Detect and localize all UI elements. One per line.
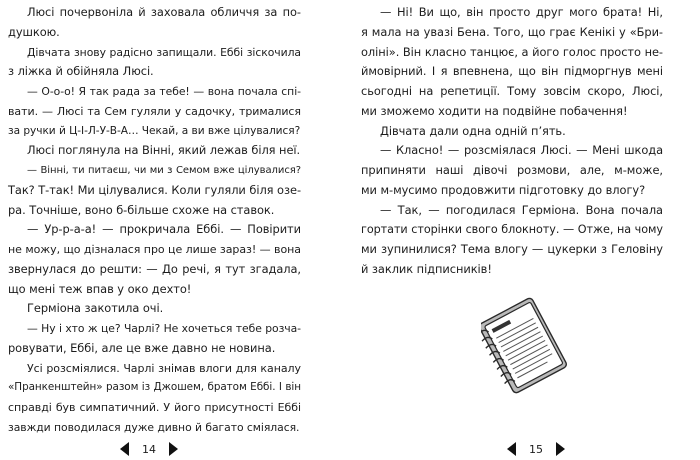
text-line: — Ну і хто ж це? Чарлі? Не хочеться тебе розча- (27, 322, 301, 335)
text-line: справді був симпатичний. У його присутності Еббі (8, 401, 301, 414)
text-line: — О-о-о! Я так рада за тебе! — вона почала спі- (27, 85, 301, 98)
text-line: — Ні! Ви що, він просто друг мого брата! Ні, (380, 5, 663, 19)
text-line: Дівчата знову радісно запищали. Еббі зіскочила (27, 45, 301, 59)
text-line: звернулася до решти: — До речі, я тут згадала, (8, 261, 301, 276)
text-line: й заклик підписників! (361, 261, 492, 276)
left-page-pagination (120, 441, 178, 457)
text-line: я мала на увазі Бена. Того, що грає Кенікі у «Бри- (361, 24, 663, 39)
text-line: завжди поводилася дуже дивно й багато сміялася. (8, 420, 300, 434)
text-line: ровувати, Еббі, але це вже давно не новина. (8, 340, 276, 355)
text-line: Усі розсміялися. Чарлі знімав влоги для каналу (27, 361, 301, 375)
text-line: з ліжка й обійняла Люсі. (8, 64, 154, 79)
text-line: Люсі почервоніла й заховала обличчя за по- (27, 5, 301, 19)
prev-page-arrow-icon[interactable] (120, 442, 129, 456)
text-line: — Ур-р-а-а! — прокричала Еббі. — Повірити (27, 222, 301, 237)
prev-page-arrow-icon[interactable] (507, 442, 516, 456)
text-line: Герміона закотила очі. (27, 301, 164, 316)
text-line: припиняти наші дівочі розмови, але, м-може, (361, 163, 663, 177)
text-line: за ручки й Ц-І-Л-У-В-А… Чекай, а ви вже цілувалися? (8, 124, 301, 137)
text-line: сьогодні на репетиції. Тому зовсім скоро, Люсі, (361, 84, 663, 98)
right-page-pagination (507, 441, 565, 457)
text-line: гортати сторінки свого блокноту. — Отже, на чому (361, 223, 663, 237)
text-line: Дівчата дали одна одній п’ять. (380, 123, 566, 138)
right-page (350, 0, 670, 460)
text-line: оліні». Він класно танцює, а його голос просто не- (361, 44, 663, 59)
text-line: — Вінні, ти питаєш, чи ми з Семом вже цілувалися? (27, 165, 301, 176)
text-line: — Класно! — розсміялася Люсі. — Мені шкода (380, 143, 663, 158)
text-line: Люсі поглянула на Вінні, який лежав біля неї. (27, 143, 301, 158)
text-line: вати. — Люсі та Сем гуляли у садочку, трималися (8, 104, 301, 118)
text-line: ймовірний. І я впевнена, що він підморгнув мені (361, 64, 663, 79)
text-line: «Пранкенштейн» разом із Джошем, братом Еббі. І він (8, 381, 301, 394)
text-line: — Так, — погодилася Герміона. Вона почала (380, 202, 663, 217)
text-line: не можу, що дізналася про це лише зараз! — вона (8, 243, 301, 256)
right-page-text (361, 3, 663, 280)
next-page-arrow-icon[interactable] (556, 442, 565, 456)
spiral-notebook-icon (481, 295, 571, 395)
right-page-number: 15 (529, 442, 543, 456)
left-page-number: 14 (142, 442, 156, 456)
left-page-text (8, 3, 301, 438)
text-line: ми м-мусимо продовжити підготовку до влогу? (361, 182, 646, 197)
text-line: ми зможемо ходити на подвійне побачення! (361, 103, 628, 118)
left-page (0, 0, 305, 460)
text-line: душкою. (8, 24, 60, 39)
text-line: Так? Т-так! Ми цілувалися. Коли гуляли біля озе- (8, 182, 301, 197)
text-line: ра. Точніше, воно б-більше схоже на ставок. (8, 202, 275, 217)
text-line: що мені теж впав у око дехто! (8, 281, 192, 296)
text-line: ми зупинилися? Тема влогу — цукерки з Геловіну (361, 242, 663, 256)
next-page-arrow-icon[interactable] (169, 442, 178, 456)
